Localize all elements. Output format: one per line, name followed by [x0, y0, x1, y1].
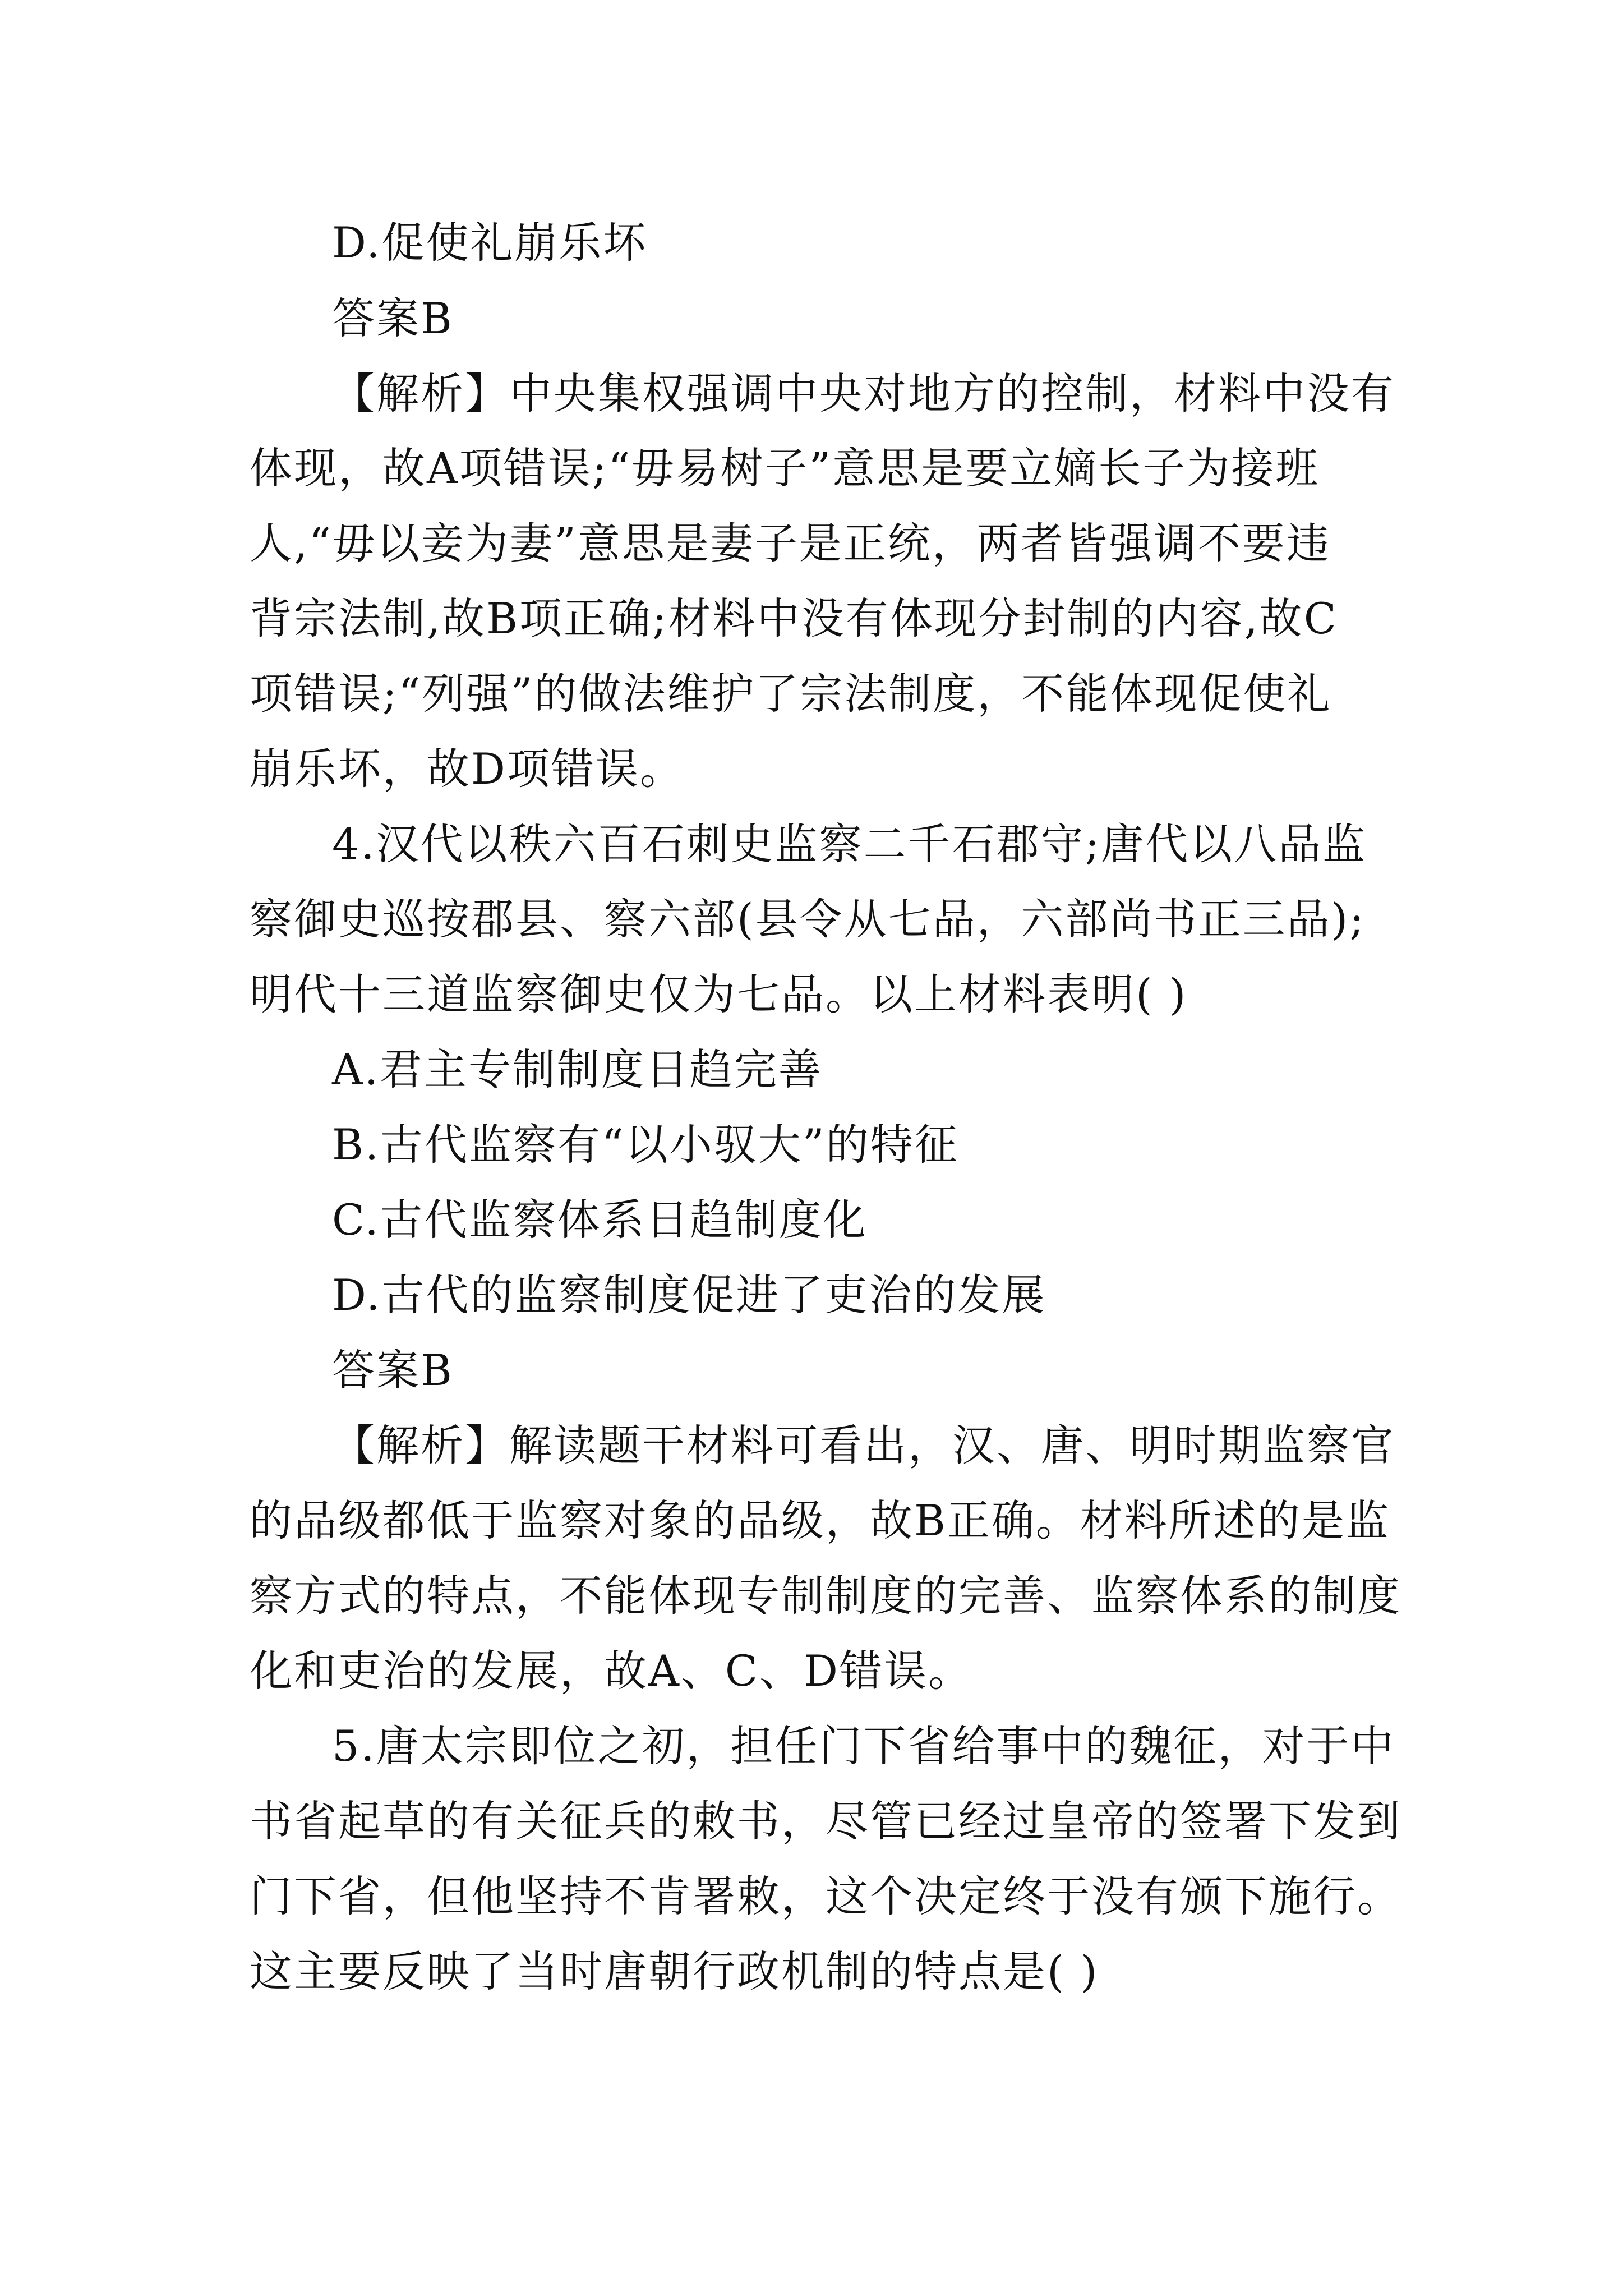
- question-5-line-1: 5.唐太宗即位之初，担任门下省给事中的魏征，对于中: [332, 1721, 1395, 1771]
- question-5-line-3: 门下省，但他坚持不肯署敕，这个决定终于没有颁下施行。: [250, 1871, 1401, 1921]
- question-4-line-1: 4.汉代以秩六百石刺史监察二千石郡守;唐代以八品监: [332, 819, 1367, 869]
- option-a-q4: A.君主专制制度日趋完善: [332, 1045, 823, 1094]
- analysis-q4-line-3: 察方式的特点，不能体现专制制度的完善、监察体系的制度: [250, 1571, 1401, 1621]
- analysis-q3-line-4: 背宗法制,故B项正确;材料中没有体现分封制的内容,故C: [250, 593, 1338, 643]
- analysis-q4-line-4: 化和吏治的发展，故A、C、D错误。: [250, 1646, 972, 1696]
- option-c-q4: C.古代监察体系日趋制度化: [332, 1195, 868, 1245]
- option-d-q4: D.古代的监察制度促进了吏治的发展: [332, 1270, 1046, 1320]
- analysis-q3-line-6: 崩乐坏，故D项错误。: [250, 744, 684, 794]
- analysis-q4-line-1: 【解析】解读题干材料可看出，汉、唐、明时期监察官: [332, 1420, 1395, 1470]
- question-4-line-2: 察御史巡按郡县、察六部(县令从七品，六部尚书正三品);: [250, 894, 1366, 944]
- option-d-q3: D.促使礼崩乐坏: [332, 218, 648, 268]
- analysis-q3-line-3: 人,“毋以妾为妻”意思是妻子是正统，两者皆强调不要违: [250, 518, 1331, 568]
- analysis-q3-line-1: 【解析】中央集权强调中央对地方的控制，材料中没有: [332, 369, 1395, 418]
- question-4-line-3: 明代十三道监察御史仅为七品。以上材料表明( ): [250, 969, 1188, 1019]
- analysis-q3-line-2: 体现，故A项错误;“毋易树子”意思是要立嫡长子为接班: [250, 443, 1320, 493]
- question-5-line-4: 这主要反映了当时唐朝行政机制的特点是( ): [250, 1947, 1099, 1996]
- question-5-line-2: 书省起草的有关征兵的敕书，尽管已经过皇帝的签署下发到: [250, 1796, 1401, 1846]
- option-b-q4: B.古代监察有“以小驭大”的特征: [332, 1120, 959, 1170]
- analysis-q4-line-2: 的品级都低于监察对象的品级，故B正确。材料所述的是监: [250, 1496, 1390, 1545]
- analysis-q3-line-5: 项错误;“列强”的做法维护了宗法制度，不能体现促使礼: [250, 669, 1332, 719]
- answer-q3: 答案B: [332, 293, 454, 343]
- answer-q4: 答案B: [332, 1345, 454, 1395]
